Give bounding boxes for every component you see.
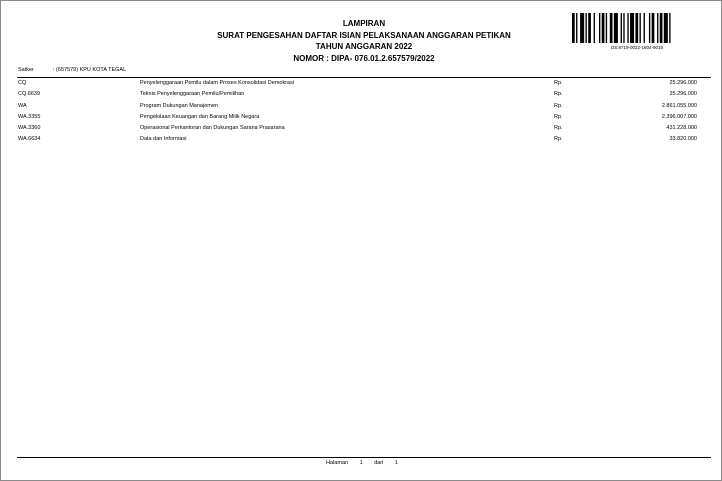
row-amount: 25.296.000 [669, 80, 697, 86]
row-amount: 25.296.000 [669, 91, 697, 98]
table-row [1, 125, 722, 136]
satker-value: : (657579) KPU KOTA TEGAL [53, 67, 127, 73]
barcode-text: DS:8719-0022-1804-9016 [610, 45, 664, 50]
row-description: Teknis Penyelenggaraan Pemilu/Pemilihan [140, 91, 245, 98]
row-currency: Rp. [554, 91, 563, 98]
row-currency: Rp. [554, 102, 563, 109]
row-currency: Rp. [554, 113, 563, 120]
row-code: CQ [18, 80, 27, 86]
row-description: Operasional Perkantoran dan Dukungan Sarana Prasarana [140, 125, 285, 132]
footer-page-total: 1 [394, 460, 398, 466]
row-currency: Rp. [554, 80, 563, 86]
row-amount: 2.396.007.000 [661, 113, 697, 120]
table-row [1, 103, 722, 114]
table-row [1, 80, 722, 91]
row-amount: 33.820.000 [669, 136, 697, 143]
header-title: LAMPIRAN [342, 19, 386, 28]
table-row [1, 136, 722, 147]
footer-page-label: Halaman [326, 460, 349, 466]
row-description: Pengelolaan Keuangan dan Barang Milik Negara [140, 113, 260, 120]
footer-page-number: 1 [359, 460, 363, 466]
header-subtitle: SURAT PENGESAHAN DAFTAR ISIAN PELAKSANAAN ANGGARAN PETIKAN [217, 30, 511, 40]
header-number: NOMOR : DIPA- 076.01.2.657579/2022 [293, 53, 435, 63]
footer-divider [17, 457, 711, 458]
barcode-icon [572, 13, 702, 43]
table-row [1, 91, 722, 102]
row-code: WA.3355 [18, 113, 41, 120]
row-description: Data dan Informasi [140, 136, 187, 143]
header-fiscal-year: TAHUN ANGGARAN 2022 [315, 42, 413, 51]
row-currency: Rp. [554, 125, 563, 132]
row-currency: Rp. [554, 136, 563, 143]
row-description: Program Dukungan Manajemen [140, 102, 218, 109]
row-code: WA [18, 102, 27, 109]
header-divider [17, 77, 711, 78]
page-footer [1, 460, 722, 466]
row-code: WA.6634 [18, 136, 41, 143]
satker-label: Satker [18, 67, 34, 73]
row-amount: 2.861.055.000 [661, 102, 697, 109]
table-row [1, 114, 722, 125]
row-code: CQ.6639 [18, 91, 41, 98]
footer-of-label: dari [374, 460, 384, 466]
row-amount: 431.228.000 [666, 125, 697, 132]
budget-table [1, 80, 722, 148]
row-description: Penyelenggaraan Pemilu dalam Proses Konsolidasi Demokrasi [140, 80, 295, 86]
row-code: WA.3360 [18, 125, 41, 132]
